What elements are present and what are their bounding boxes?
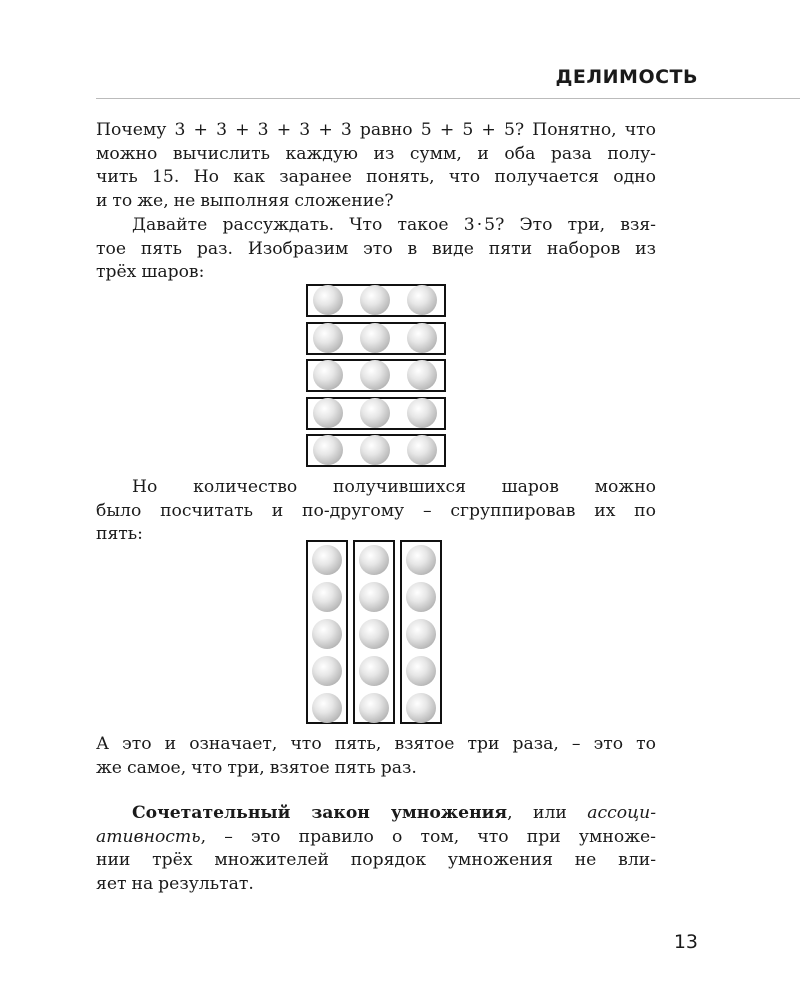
ball [313,285,343,315]
running-header-title: ДЕЛИМОСТЬ [555,66,698,88]
text-line: трёх шаров: [96,262,205,282]
ball [312,656,342,686]
paragraph-intro [96,119,656,213]
text-line: было посчитать и по-другому – сгруппировав их по [96,500,656,521]
ball [360,360,390,390]
text-line [96,826,656,850]
ball [360,323,390,353]
ball-group-column [353,540,395,724]
ball [312,545,342,575]
ball [407,360,437,390]
text-fragment: , или [507,803,588,823]
ball [406,656,436,686]
ball [313,398,343,428]
paragraph-conclusion [96,733,656,780]
text-line: нии трёх множителей порядок умножения не вли- [96,850,656,870]
text-line: яет на результат. [96,873,254,894]
term-associativity: ассоци- [587,803,656,823]
paragraph-associative-law [96,802,656,896]
ball [313,360,343,390]
ball [312,582,342,612]
ball [406,693,436,723]
ball-group-column [306,540,348,724]
term-associativity: ативность [96,826,201,847]
ball [407,323,437,353]
text-line [96,802,656,826]
ball-group-row [306,284,446,317]
ball [360,285,390,315]
figure-three-columns-of-five-balls [306,540,446,724]
text-line: Почему 3 + 3 + 3 + 3 + 3 равно 5 + 5 + 5? Понятно, что [96,120,656,140]
text-line: Но количество получившихся шаров можно [132,477,656,497]
ball [312,619,342,649]
ball [359,545,389,575]
ball [313,323,343,353]
ball-group-row [306,434,446,467]
text-fragment: 5? Это три, взя- [484,215,656,235]
ball [407,285,437,315]
page-number: 13 [673,931,698,953]
text-fragment: , – это правило о том, что при умноже- [200,826,656,847]
ball [359,619,389,649]
text-line: чить 15. Но как заранее понять, что получается одно [96,167,656,187]
text-line [96,214,656,238]
text-line: можно вычислить каждую из сумм, и оба раза полу- [96,143,656,164]
text-line: тое пять раз. Изобразим это в виде пяти наборов из [96,238,656,259]
ball [407,398,437,428]
ball [359,656,389,686]
ball [406,545,436,575]
text-line: же самое, что три, взятое пять раз. [96,757,417,778]
ball [359,693,389,723]
ball [359,582,389,612]
text-fragment: Давайте рассуждать. Что такое 3 [132,215,475,235]
ball-group-row [306,322,446,355]
figure-five-rows-of-three-balls [306,284,446,468]
ball-group-row [306,397,446,430]
ball [360,398,390,428]
ball [406,619,436,649]
ball-group-row [306,359,446,392]
text-line: А это и означает, что пять, взятое три раза, – это то [96,734,656,754]
ball [407,435,437,465]
ball [360,435,390,465]
text-line: и то же, не выполняя сложение? [96,190,394,211]
header-rule [96,98,800,99]
ball [313,435,343,465]
multiplication-dot: · [476,215,483,235]
ball [312,693,342,723]
paragraph-regroup [96,476,656,547]
ball-group-column [400,540,442,724]
text-line: пять: [96,524,143,544]
paragraph-reasoning [96,214,656,285]
ball [406,582,436,612]
term-associative-law: Сочетательный закон умножения [132,803,508,823]
